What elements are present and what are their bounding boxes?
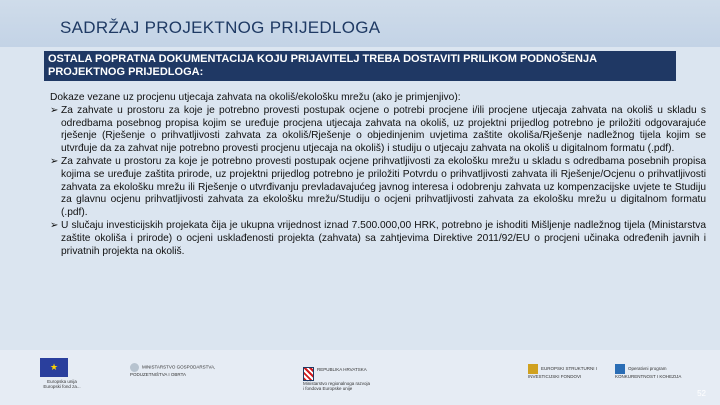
section-subtitle: OSTALA POPRATNA DOKUMENTACIJA KOJU PRIJAVITELJ TREBA DOSTAVITI PRILIKOM PODNOŠENJA PROJEKTNOG PRIJEDLOGA:: [44, 51, 676, 81]
bullet-text: Za zahvate u prostoru za koje je potrebno provesti postupak ocjene prihvatljivosti za ekološku mrežu u skladu s odredbama posebnih propisa kojima se uređuje zaštita prirode, uz projektni prijedlog potrebno je priložiti Potvrdu o prihvatljivosti zahvata ili Rješenje/Ocjenu o prihvatljivosti zahvata za ekološku mrežu ili Rješenje o utvrđivanju prevladavajućeg javnog interesa i odobrenju zahvata uz kompenzacijske uvjete te Studiju za glavnu ocjenu prihvatljivosti zahvata za ekološku mrežu/Studiju o ocjeni prihvatljivosti zahvata za ekološku mrežu u digitalnom formatu (.pdf).: [61, 155, 706, 219]
op-emblem-icon: [615, 364, 625, 374]
page-title: SADRŽAJ PROJEKTNOG PRIJEDLOGA: [60, 18, 381, 37]
arrow-bullet-icon: ➢: [50, 219, 59, 231]
arrow-bullet-icon: ➢: [50, 104, 59, 116]
bullet-text: U slučaju investicijskih projekata čija je ukupna vrijednost iznad 7.500.000,00 HRK, potrebno je ishoditi Mišljenje nadležnog tijela (Ministarstva zaštite okoliša i prirode) o ocjeni usklađenosti projekta (zahvata) sa zahtjevima Direktive 2011/92/EU o procjeni učinaka određenih javnih i privatnih projekta na okoliš.: [61, 219, 706, 257]
esif-logo-caption: EUROPSKI STRUKTURNI I INVESTICIJSKI FONDOVI: [528, 366, 598, 379]
ministry-emblem-icon: [130, 363, 139, 372]
list-item: [50, 156, 706, 220]
republic-croatia-logo: [303, 362, 393, 391]
list-item: [50, 220, 706, 258]
ministry-logo-caption: MINISTARSTVO GOSPODARSTVA, PODUZETNIŠTVA I OBRTA: [130, 364, 216, 377]
eu-flag-icon: ★: [40, 358, 68, 377]
list-item: [50, 105, 706, 156]
rh-logo-caption: REPUBLIKA HRVATSKA Ministarstvo regionalnoga razvoja i fondova Europske unije: [303, 367, 371, 391]
arrow-bullet-icon: ➢: [50, 155, 59, 167]
esif-emblem-icon: [528, 364, 538, 374]
bullet-text: Za zahvate u prostoru za koje je potrebno provesti postupak ocjene o potrebi procjene i/ili procjene utjecaja zahvata na okoliš u skladu s odredbama posebnog propisa kojim se uređuje procjena utjecaja zahvata na okoliš, uz projektni prijedlog potrebno je priložiti odgovarajuće rješenje (Rješenje o prihvatljivosti zahvata za okoliš/Rješenje o objedinjenim uvjetima zaštite okoliša/Rješenje nadležnog tijela kojim se utvrđuje da za zahvat nije potrebno provesti procjenu utjecaja na okoliš) i studiju o utjecaju zahvata na okoliš u digitalnom formatu (.pdf).: [61, 104, 706, 155]
ministry-logo: [130, 363, 220, 377]
op-logo-caption: Operativni program KONKURENTNOST I KOHEZIJA: [615, 366, 682, 379]
croatian-coat-of-arms-icon: [303, 367, 314, 381]
page-number: 52: [697, 389, 706, 398]
intro-text: Dokaze vezane uz procjenu utjecaja zahvata na okoliš/ekološku mrežu (ako je primjenjivo):: [50, 92, 461, 103]
body-content: [50, 92, 706, 258]
operational-programme-logo: [615, 364, 705, 379]
esif-logo: [528, 364, 600, 379]
eu-logo-caption: Europska unija Europski fond za...: [43, 379, 81, 389]
